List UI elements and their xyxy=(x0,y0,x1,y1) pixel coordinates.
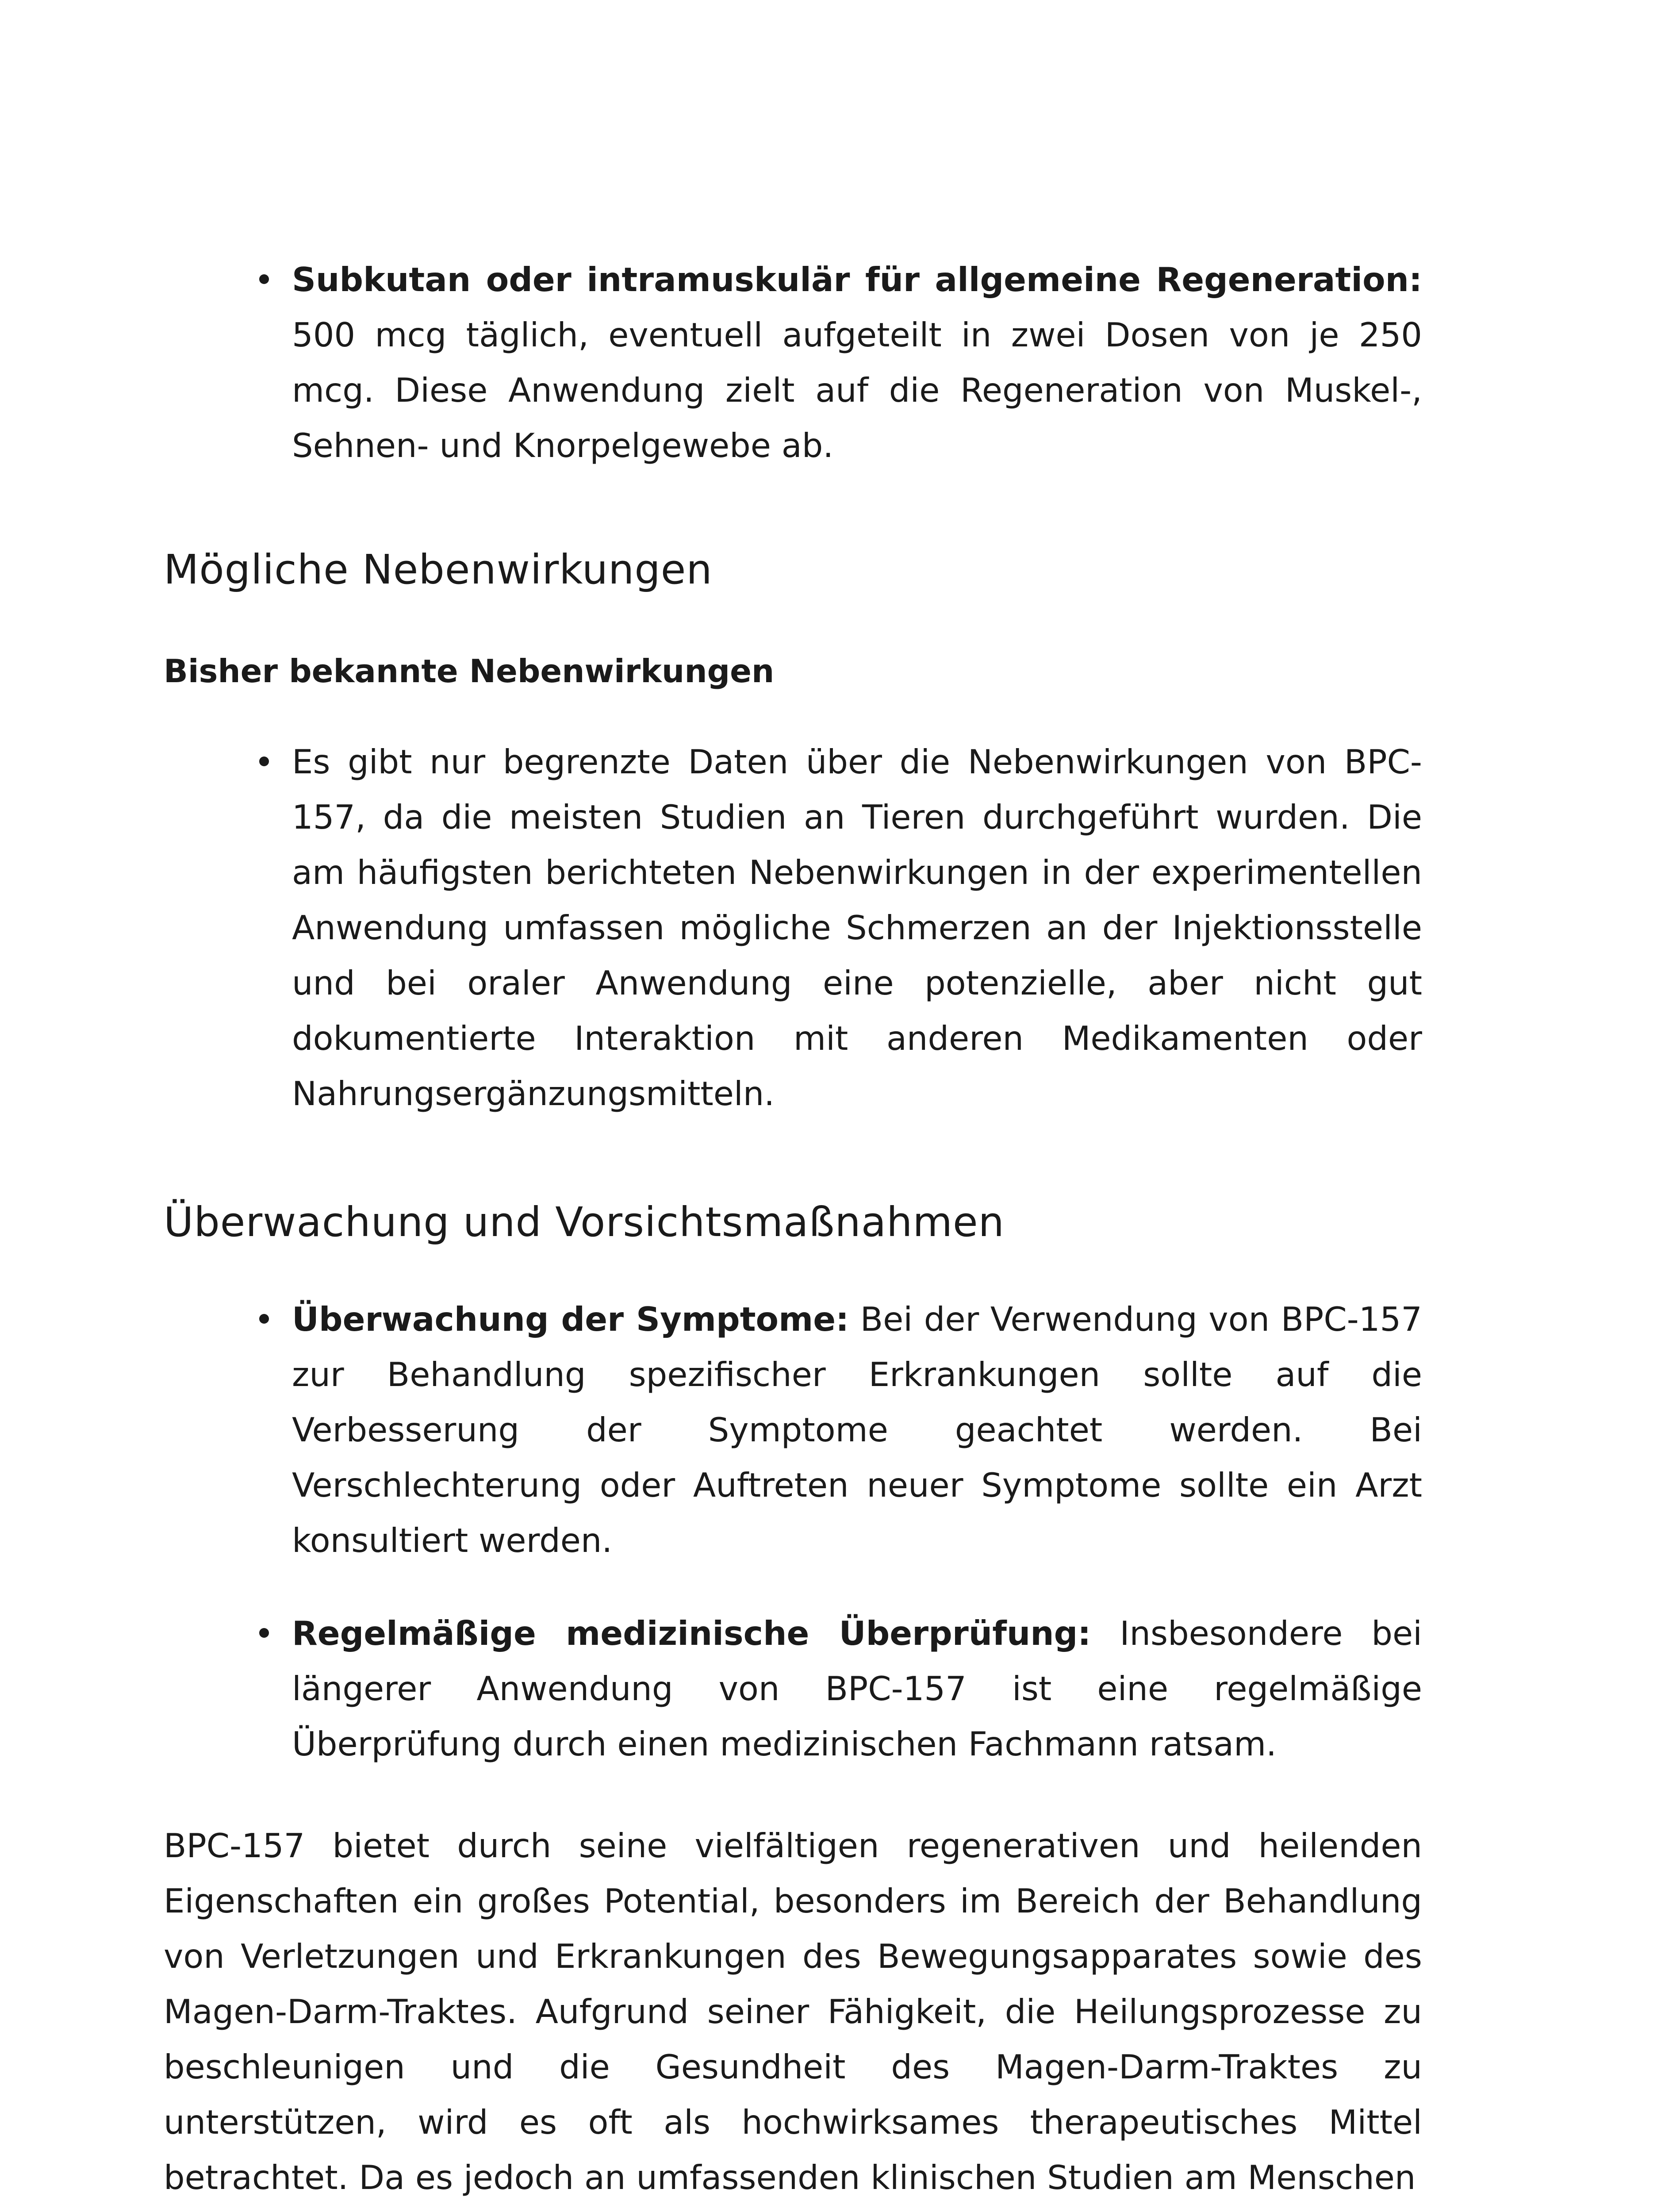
bullet-text: Insbesondere bei längerer Anwendung von BPC-157 ist eine regelmäßige Überprüfung durch einen medizinischen Fachmann ratsam. xyxy=(292,1614,1423,1763)
bullet-lead: Subkutan oder intramuskulär für allgemeine Regeneration: xyxy=(292,260,1422,299)
section-heading-monitoring: Überwachung und Vorsichtsmaßnahmen xyxy=(164,1198,1005,1246)
section-heading-side-effects: Mögliche Nebenwirkungen xyxy=(164,546,713,593)
bullet-text: 500 mcg täglich, eventuell aufgeteilt in zwei Dosen von je 250 mcg. Diese Anwendung zielt auf die Regeneration von Muskel-, Sehnen- und Knorpelgewebe ab. xyxy=(292,315,1422,465)
bullet-dot-icon xyxy=(259,1314,269,1324)
closing-paragraph: BPC-157 bietet durch seine vielfältigen regenerativen und heilenden Eigenschaften ein großes Potential, besonders im Bereich der Behandlung von Verletzungen und Erkrankungen des Bewegungsapparates sowie des Magen-Darm-Traktes. Aufgrund seiner Fähigkeit, die Heilungsprozesse zu beschleunigen und die Gesundheit des Magen-Darm-Traktes zu unterstützen, wird es oft als hochwirksames therapeutisches Mittel betrachtet. Da es jedoch an umfassenden klinischen Studien am Menschen xyxy=(164,1826,1422,2197)
bullet-side-effects xyxy=(292,734,1422,1121)
bullet-lead: Überwachung der Symptome: xyxy=(292,1300,849,1339)
bullet-dot-icon xyxy=(259,274,269,284)
bullet-text: Es gibt nur begrenzte Daten über die Nebenwirkungen von BPC-157, da die meisten Studien an Tieren durchgeführt wurden. Die am häufigsten berichteten Nebenwirkungen in der experimentellen Anwendung umfassen mögliche Schmerzen an der Injektionsstelle und bei oraler Anwendung eine potenzielle, aber nicht gut dokumentierte Interaktion mit anderen Medikamenten oder Nahrungsergänzungsmitteln. xyxy=(292,742,1422,1113)
bullet-text: Bei der Verwendung von BPC-157 zur Behandlung spezifischer Erkrankungen sollte auf die Verbesserung der Symptome geachtet werden. Bei Verschlechterung oder Auftreten neuer Symptome sollte ein Arzt konsultiert werden. xyxy=(292,1300,1422,1560)
bullet-lead: Regelmäßige medizinische Überprüfung: xyxy=(292,1614,1091,1653)
bullet-medical-review xyxy=(292,1606,1422,1772)
subheading-known-side-effects: Bisher bekannte Nebenwirkungen xyxy=(164,653,775,690)
bullet-dot-icon xyxy=(259,757,269,766)
bullet-dot-icon xyxy=(259,1628,269,1638)
bullet-regeneration xyxy=(292,252,1422,473)
bullet-symptom-monitoring xyxy=(292,1292,1422,1568)
